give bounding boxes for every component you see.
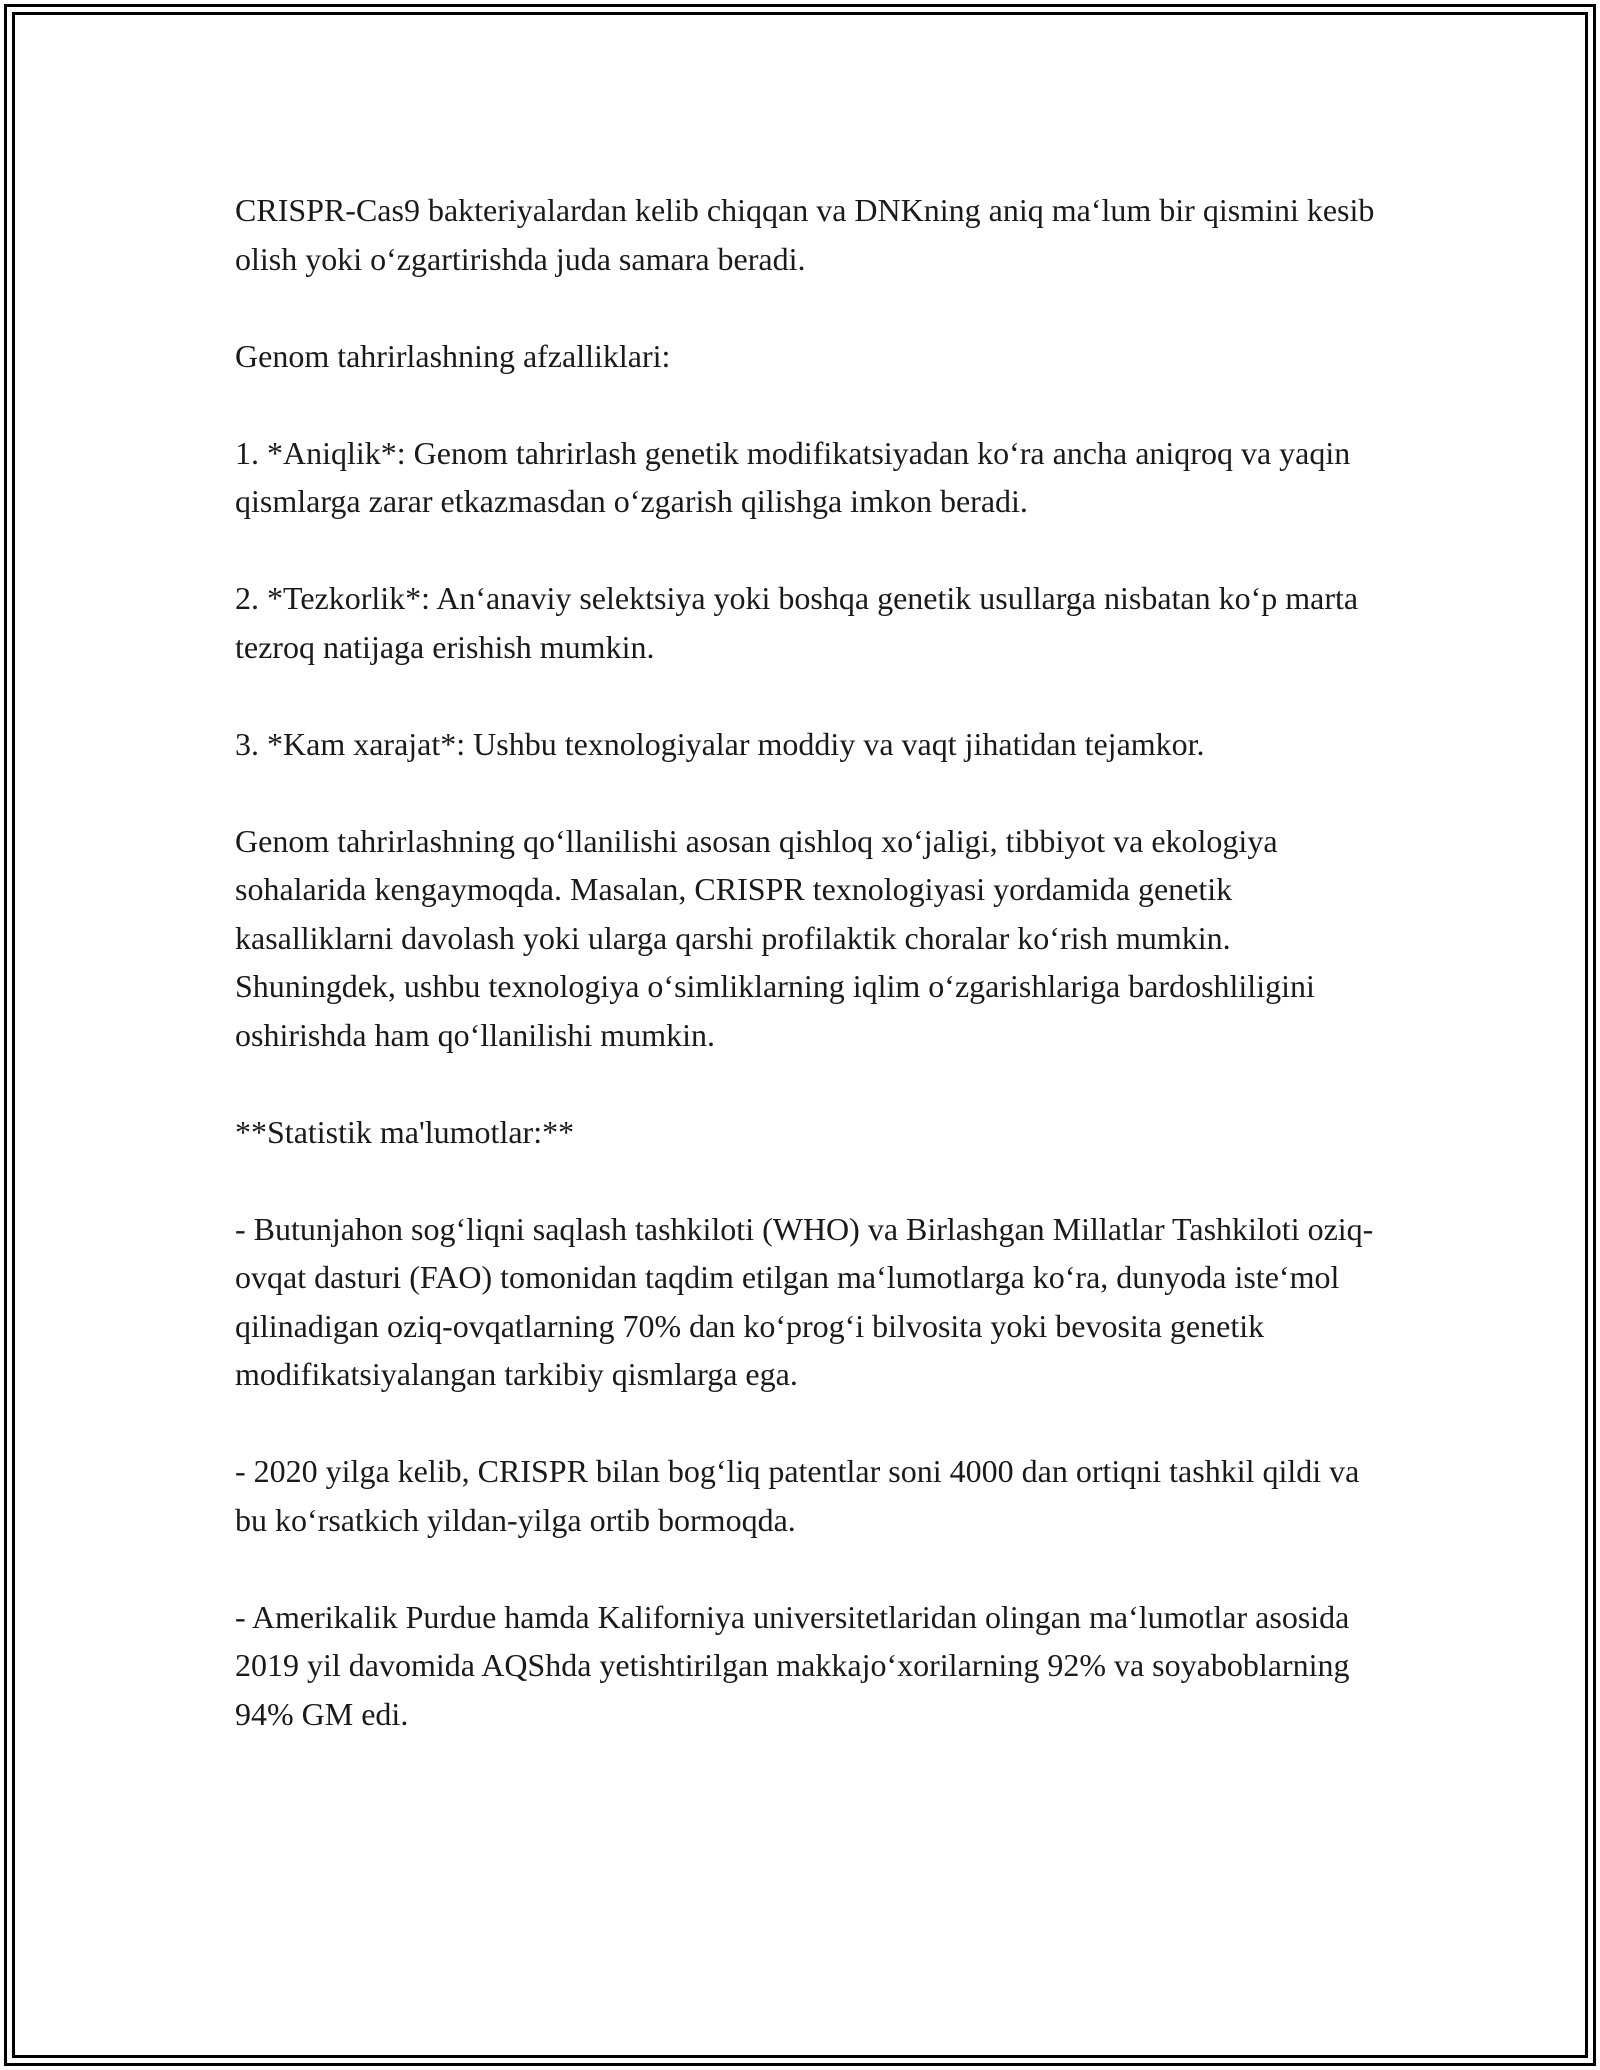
stat-item-us-crops: - Amerikalik Purdue hamda Kaliforniya universitetlaridan olingan maʻlumotlar asosida 2019 yil davomida AQShda yetishtirilgan makkajoʻxorilarning 92% va soyaboblarning 94% GM edi.: [235, 1598, 1350, 1732]
paragraph-applications: Genom tahrirlashning qoʻllanilishi asosan qishloq xoʻjaligi, tibbiyot va ekologiya sohalarida kengaymoqda. Masalan, CRISPR texnologiyasi yordamida genetik kasalliklarni davolash yoki ularga qarshi profilaktik choralar koʻrish mumkin. Shuningdek, ushbu texnologiya oʻsimliklarning iqlim oʻzgarishlariga bardoshliligini oshirishda ham qoʻllanilishi mumkin.: [235, 822, 1315, 1053]
paragraph-crispr-intro: CRISPR-Cas9 bakteriyalardan kelib chiqqan va DNKning aniq maʻlum bir qismini kesib olish yoki oʻzgartirishda juda samara beradi.: [235, 192, 1375, 277]
document-body: [235, 186, 1385, 1738]
list-item-low-cost: 3. *Kam xarajat*: Ushbu texnologiyalar moddiy va vaqt jihatidan tejamkor.: [235, 725, 1205, 762]
stat-item-gm-food: - Butunjahon sogʻliqni saqlash tashkiloti (WHO) va Birlashgan Millatlar Tashkiloti oziq-ovqat dasturi (FAO) tomonidan taqdim etilgan maʻlumotlarga koʻra, dunyoda isteʻmol qilinadigan oziq-ovqatlarning 70% dan koʻprogʻi bilvosita yoki bevosita genetik modifikatsiyalangan tarkibiy qismlarga ega.: [235, 1210, 1374, 1392]
list-item-accuracy: 1. *Aniqlik*: Genom tahrirlash genetik modifikatsiyadan koʻra ancha aniqroq va yaqin qismlarga zarar etkazmasdan oʻzgarish qilishga imkon beradi.: [235, 434, 1351, 519]
heading-advantages: Genom tahrirlashning afzalliklari:: [235, 337, 671, 374]
list-item-speed: 2. *Tezkorlik*: Anʻanaviy selektsiya yoki boshqa genetik usullarga nisbatan koʻp marta tezroq natijaga erishish mumkin.: [235, 580, 1359, 665]
heading-statistics: **Statistik ma'lumotlar:**: [235, 1113, 575, 1150]
stat-item-patents: - 2020 yilga kelib, CRISPR bilan bogʻliq patentlar soni 4000 dan ortiqni tashkil qildi va bu koʻrsatkich yildan-yilga ortib bormoqda.: [235, 1453, 1360, 1538]
